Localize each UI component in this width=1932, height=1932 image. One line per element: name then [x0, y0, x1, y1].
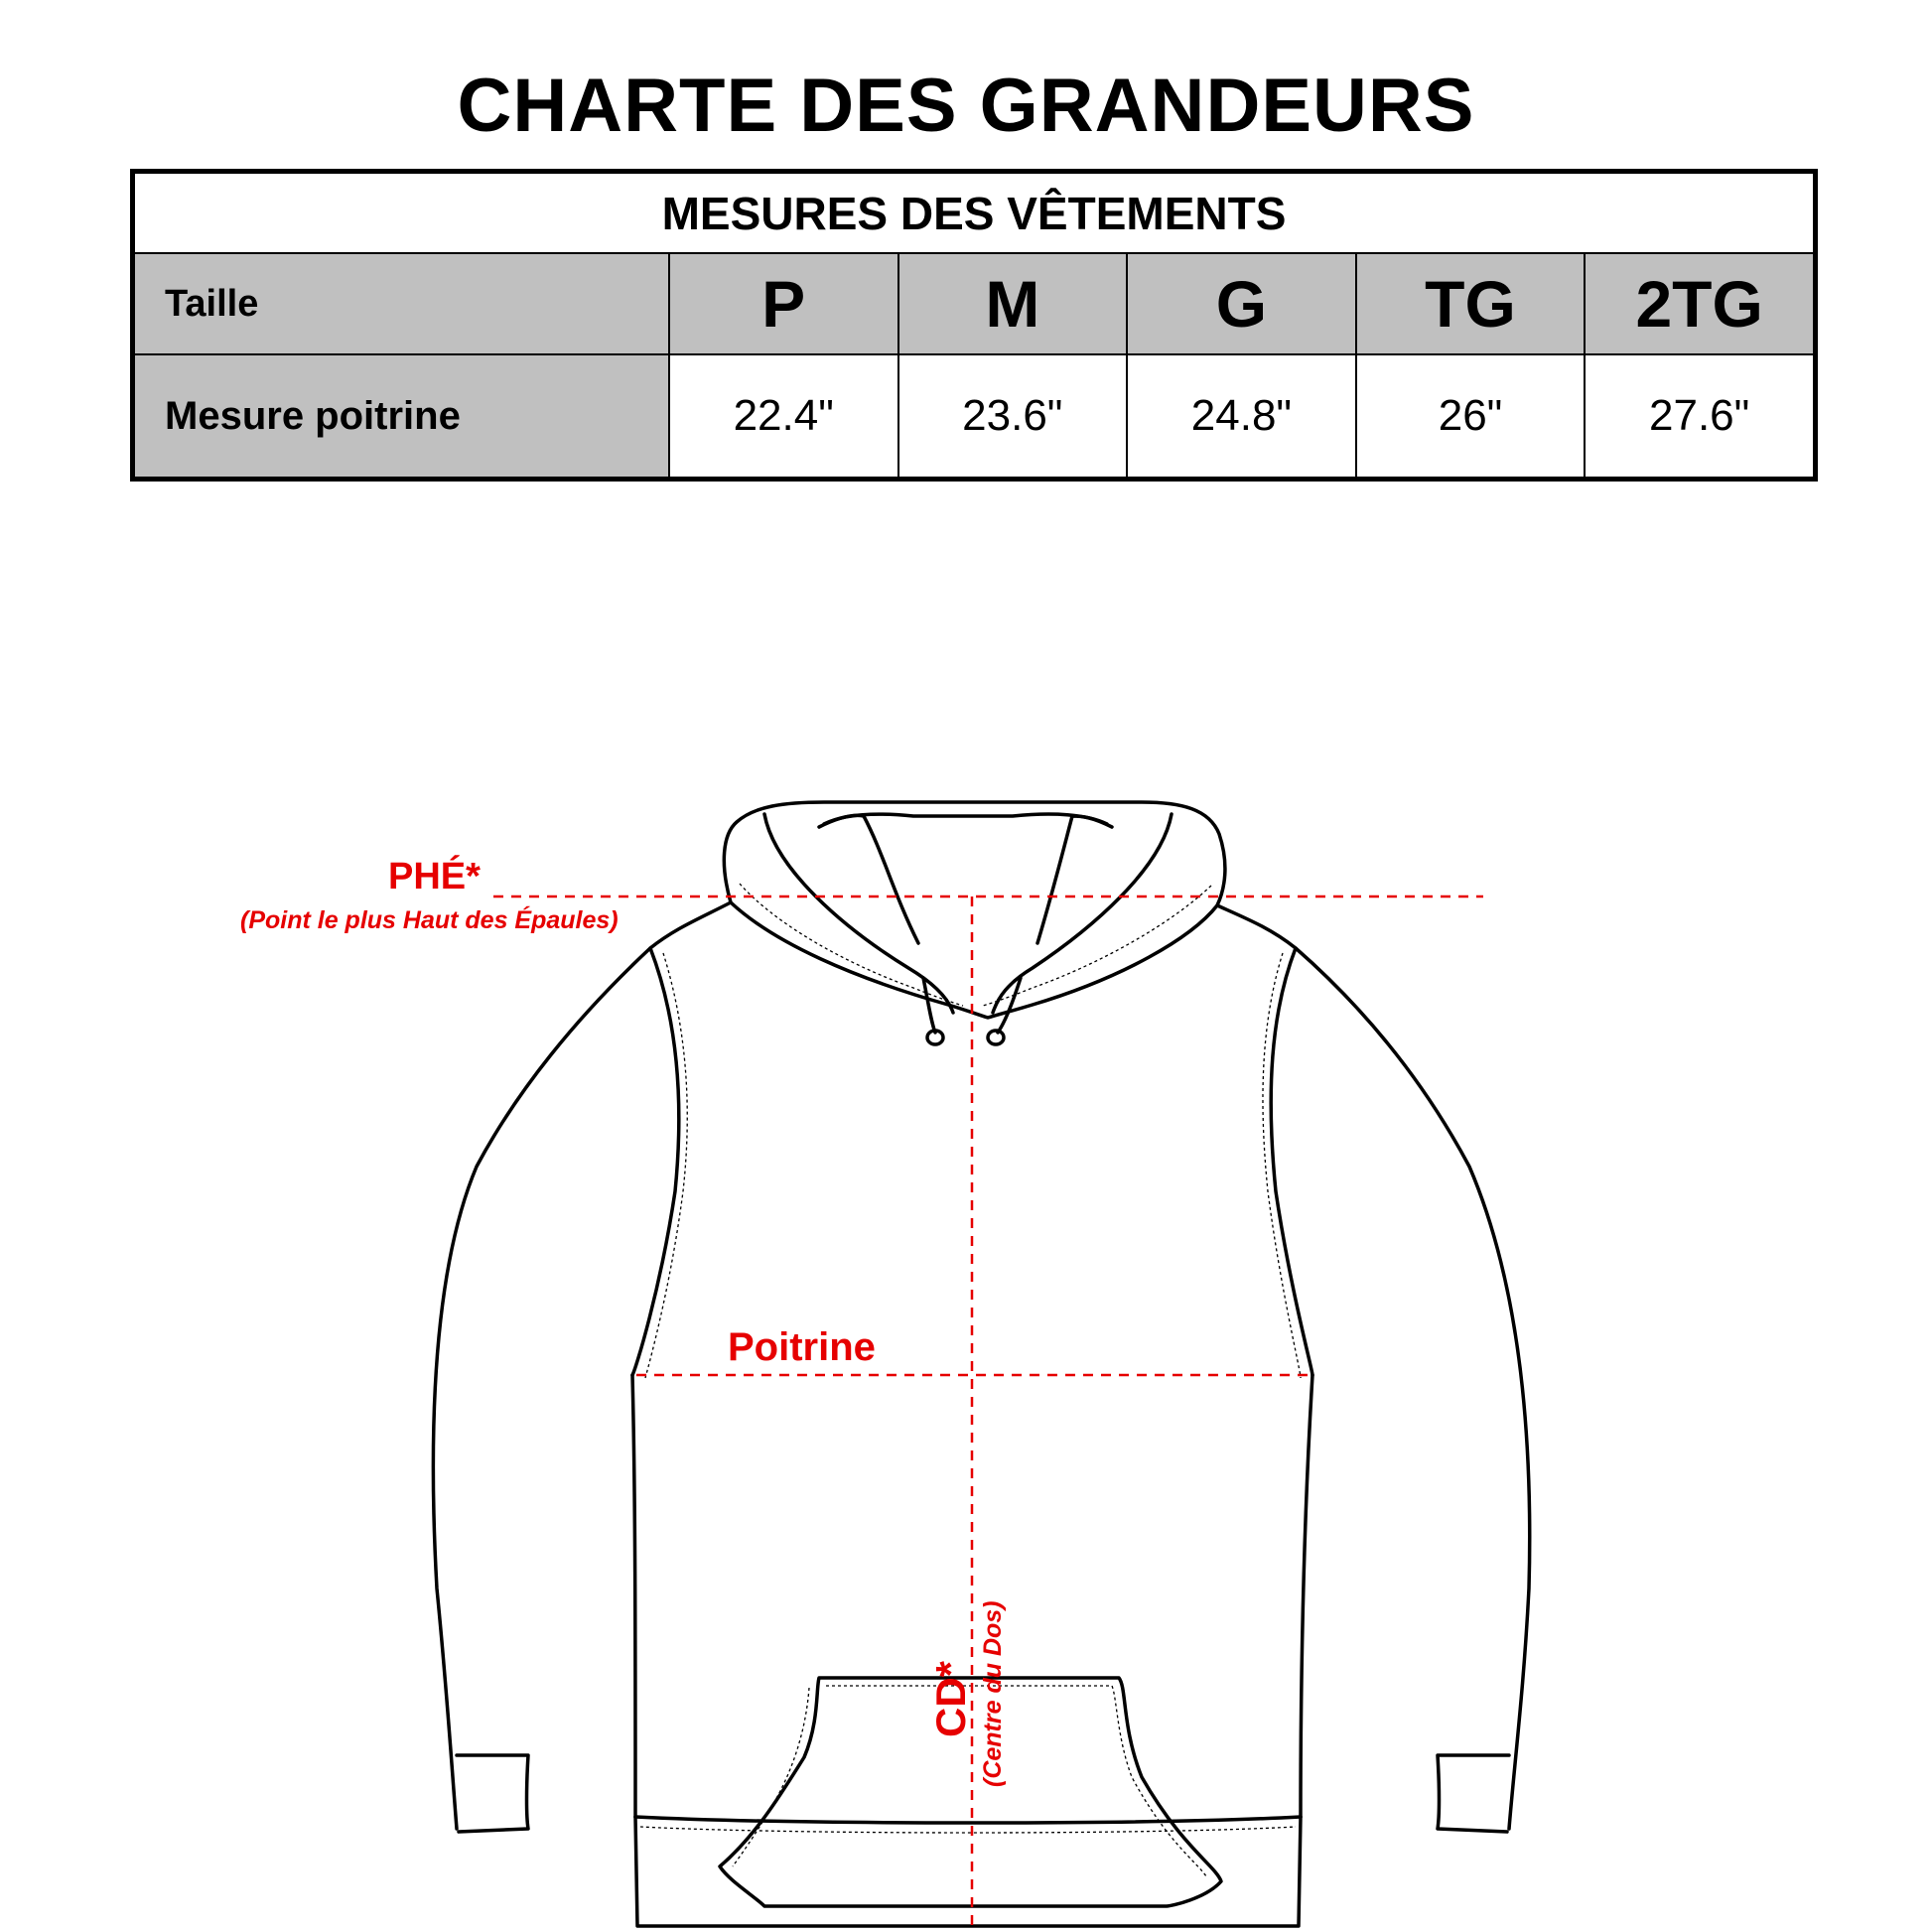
size-row-label: Taille [133, 253, 669, 354]
size-g: G [1127, 253, 1356, 354]
chest-value-g: 24.8" [1127, 354, 1356, 480]
size-p: P [669, 253, 898, 354]
size-m: M [898, 253, 1128, 354]
phe-label: PHÉ* [388, 856, 481, 897]
chest-value-2tg: 27.6" [1585, 354, 1815, 480]
size-tg: TG [1356, 253, 1586, 354]
chest-row-label: Mesure poitrine [133, 354, 669, 480]
cd-note: (Centre du Dos) [979, 1600, 1007, 1787]
cd-label: CD* [927, 1660, 974, 1737]
phe-note: (Point le plus Haut des Épaules) [240, 906, 619, 934]
table-header: MESURES DES VÊTEMENTS [133, 172, 1816, 254]
chest-label: Poitrine [728, 1325, 876, 1369]
chest-value-p: 22.4" [669, 354, 898, 480]
size-2tg: 2TG [1585, 253, 1815, 354]
page-title: CHARTE DES GRANDEURS [457, 64, 1475, 148]
chest-value-tg: 26" [1356, 354, 1586, 480]
chest-value-m: 23.6" [898, 354, 1128, 480]
